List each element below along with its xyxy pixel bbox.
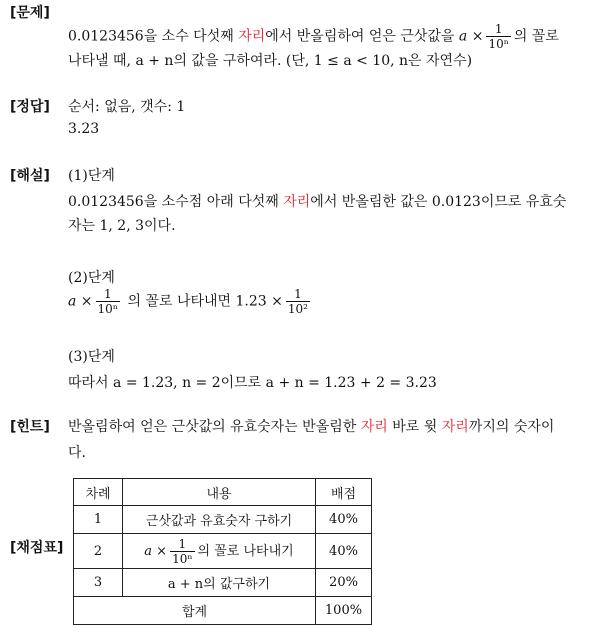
rubric-total-label: 합계 <box>74 597 316 625</box>
hint-label: [힌트] <box>10 419 50 435</box>
step1-text-pre: 0.0123456을 소수점 아래 다섯째 <box>68 194 279 210</box>
answer-line-1: 순서: 없음, 갯수: 1 <box>68 99 186 115</box>
problem-text-mid: 에서 반올림하여 얻은 근삿값을 <box>265 28 455 45</box>
answer-label: [정답] <box>10 99 50 115</box>
problem-highlight-jari: 자리 <box>238 28 266 45</box>
step3-title: (3)단계 <box>68 349 115 365</box>
rubric-row <box>74 534 372 569</box>
step1-line-2: 자는 1, 2, 3이다. <box>68 218 176 234</box>
rubric-row <box>74 506 372 534</box>
problem-fraction <box>486 22 510 51</box>
rubric-header-content: 내용 <box>123 479 316 506</box>
problem-text-pre: 0.0123456을 소수 다섯째 <box>68 28 234 45</box>
step1-line-1 <box>68 191 566 211</box>
rubric-fraction <box>170 537 194 566</box>
rubric-total-score: 100% <box>316 597 372 625</box>
rubric-label: [채점표] <box>10 540 64 556</box>
problem-text-post: 의 꼴로 <box>513 28 559 45</box>
rubric-step: 1 <box>74 506 123 534</box>
hint-text-post: 까지의 숫자이 <box>468 419 555 435</box>
step2-frac2-num: 1 <box>294 287 302 301</box>
problem-label: [문제] <box>10 5 50 21</box>
rubric-score: 40% <box>316 534 372 569</box>
rubric-row <box>74 569 372 597</box>
step1-text-post: 에서 반올림한 값은 0.0123이므로 유효숫 <box>310 194 567 210</box>
rubric-step: 2 <box>74 534 123 569</box>
hint-highlight-jari-2: 자리 <box>441 419 469 435</box>
step1-highlight-jari: 자리 <box>283 194 311 210</box>
step2-frac2-den: 10² <box>287 302 308 316</box>
step3-line: 따라서 a = 1.23, n = 2이므로 a + n = 1.23 + 2 = 3.23 <box>68 375 437 391</box>
step2-frac1-den: 10ⁿ <box>97 302 119 316</box>
problem-line-1: 0.0123456을 소수 다섯째 자리에서 반올림하여 얻은 근삿값을 a × $\frac{1}{\text{10ⁿ}}$ 의 꼴로 <box>68 22 559 51</box>
hint-highlight-jari-1: 자리 <box>360 419 388 435</box>
rubric-header-score: 배점 <box>316 479 372 506</box>
rubric-score: 20% <box>316 569 372 597</box>
answer-line-2: 3.23 <box>68 121 100 137</box>
rubric-content: 근삿값과 유효숫자 구하기 <box>123 506 316 534</box>
hint-text-pre: 반올림하여 얻은 근삿값의 유효숫자는 반올림한 <box>68 419 357 435</box>
rubric-total-row <box>74 597 372 625</box>
problem-frac-num: 1 <box>494 22 503 36</box>
step2-line: a × $\frac{1}{\text{10ⁿ}}$ 의 꼴로 나타내면 1.23 × $\frac{1}{\text{10²}}$ <box>68 287 308 316</box>
rubric-content-pre: a × <box>144 543 168 559</box>
problem-line-2: 나타낼 때, a + n의 값을 구하여라. (단, 1 ≤ a < 10, n은 자연수) <box>68 53 473 69</box>
step2-fraction-2 <box>286 287 310 316</box>
step1-title: (1)단계 <box>68 168 115 184</box>
step2-frac1-num: 1 <box>103 287 112 301</box>
rubric-content: a + n의 값구하기 <box>123 569 316 597</box>
rubric-header-step: 차례 <box>74 479 123 506</box>
rubric-score: 40% <box>316 506 372 534</box>
step2-text-mid: 의 꼴로 나타내면 1.23 × <box>127 293 283 310</box>
step2-title: (2)단계 <box>68 270 115 286</box>
explanation-label: [해설] <box>10 168 50 184</box>
rubric-header-row <box>74 479 372 506</box>
rubric-table <box>73 478 372 625</box>
rubric-frac-num: 1 <box>178 536 187 551</box>
rubric-content <box>123 534 316 569</box>
problem-frac-den: 10ⁿ <box>488 37 509 51</box>
hint-line-2: 다. <box>68 445 86 461</box>
rubric-step: 3 <box>74 569 123 597</box>
rubric-content-post: 의 꼴로 나타내기 <box>197 543 294 559</box>
hint-line-1 <box>68 416 554 436</box>
hint-text-mid: 바로 윗 <box>392 419 438 435</box>
step2-fraction-1 <box>96 287 120 316</box>
rubric-frac-den: 10ⁿ <box>172 551 193 566</box>
